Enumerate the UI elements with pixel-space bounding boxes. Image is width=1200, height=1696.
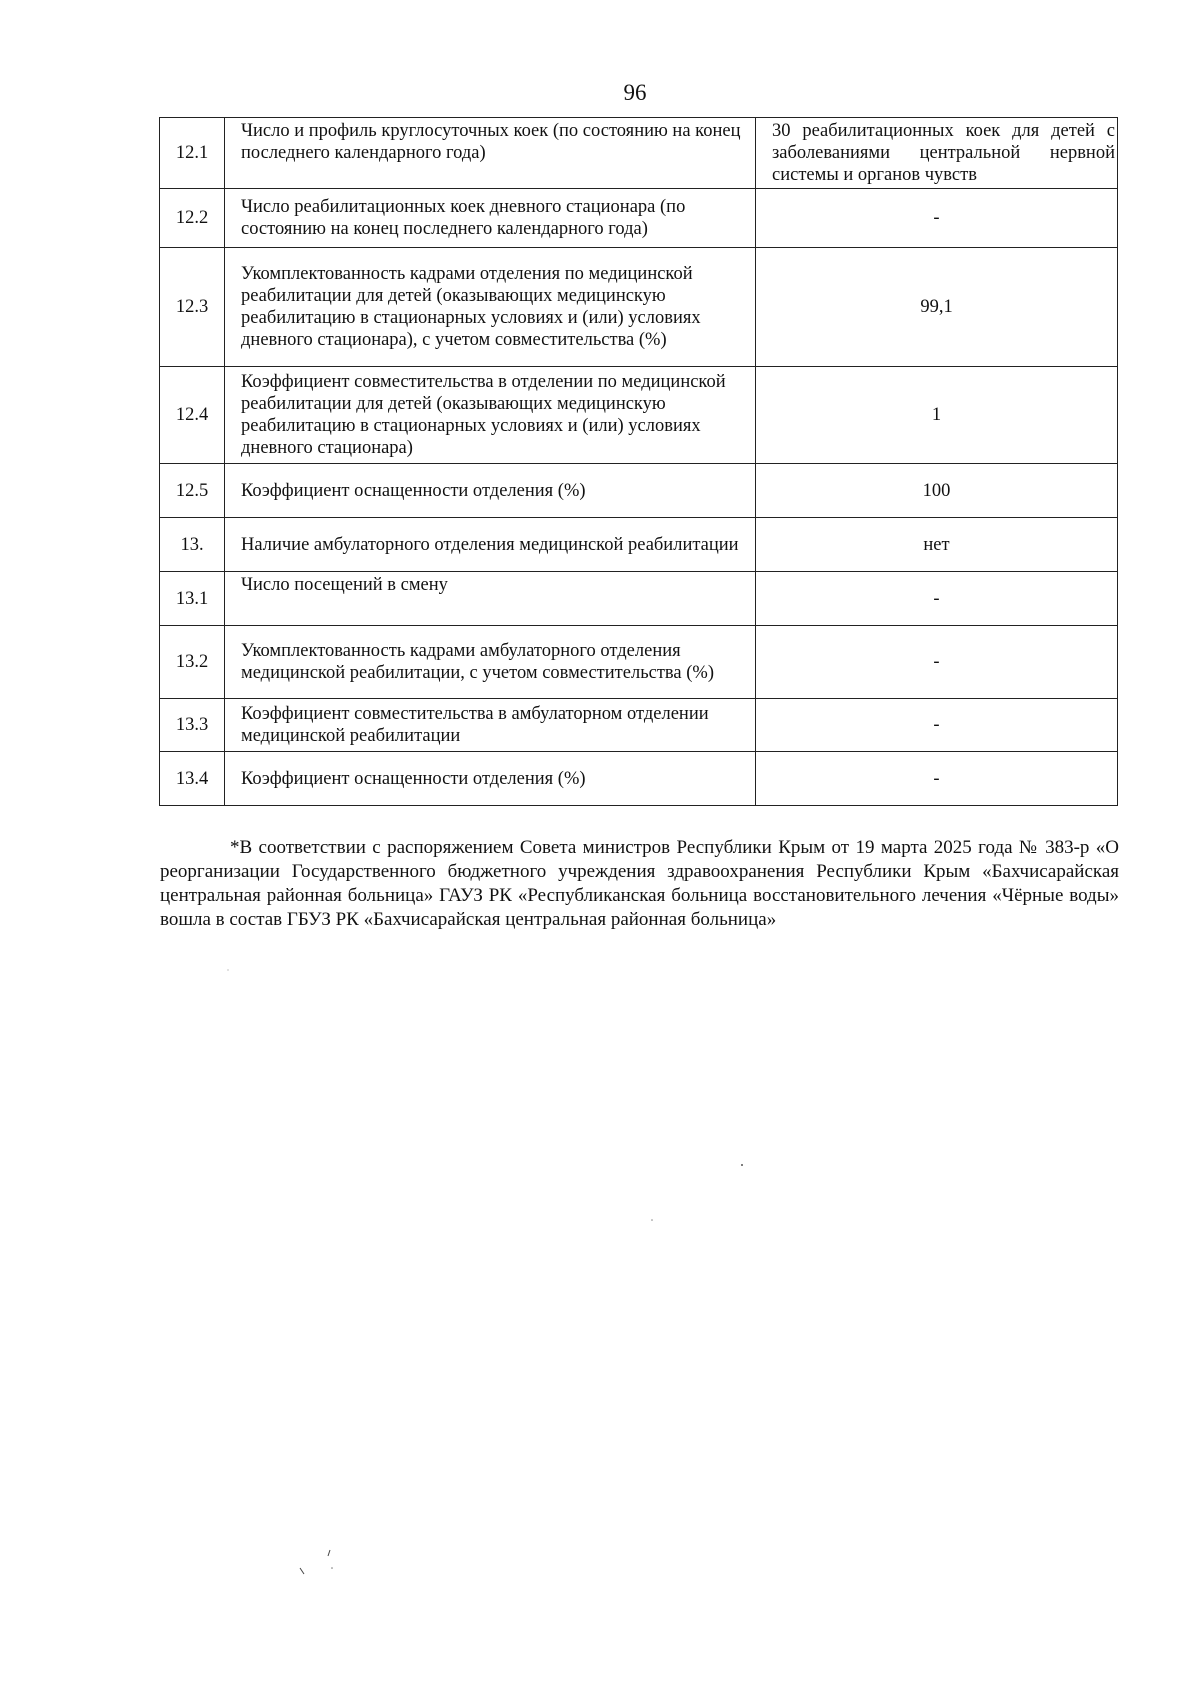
row-value: -: [756, 189, 1118, 248]
row-label: Число реабилитационных коек дневного стационара (по состоянию на конец последнего календарного года): [225, 189, 756, 248]
table-row: [160, 626, 1118, 699]
row-number: 13.4: [160, 752, 225, 806]
row-number: 12.5: [160, 464, 225, 518]
row-value: -: [756, 699, 1118, 752]
row-value: 1: [756, 367, 1118, 464]
row-value: 99,1: [756, 248, 1118, 367]
row-label: Коэффициент совместительства в отделении по медицинской реабилитации для детей (оказывающих медицинскую реабилитацию в стационарных условиях и (или) условиях дневного стационара): [225, 367, 756, 464]
row-number: 13.1: [160, 572, 225, 626]
table-row: [160, 248, 1118, 367]
row-label: Укомплектованность кадрами амбулаторного отделения медицинской реабилитации, с учетом совместительства (%): [225, 626, 756, 699]
row-number: 13.: [160, 518, 225, 572]
row-label: Число посещений в смену: [225, 572, 756, 626]
table-row: [160, 464, 1118, 518]
row-value: -: [756, 626, 1118, 699]
row-value: 30 реабилитационных коек для детей с заболеваниями центральной нервной системы и органов чувств: [756, 118, 1118, 189]
table-row: [160, 189, 1118, 248]
table-row: [160, 118, 1118, 189]
row-label: Коэффициент оснащенности отделения (%): [225, 464, 756, 518]
table-row: [160, 572, 1118, 626]
row-value: нет: [756, 518, 1118, 572]
row-number: 12.3: [160, 248, 225, 367]
page-number: 96: [623, 80, 647, 105]
footnote: *В соответствии с распоряжением Совета министров Республики Крым от 19 марта 2025 года № 383-р «О реорганизации Государственного бюджетного учреждения здравоохранения Республики Крым «Бахчисарайская центральная районная больница» ГАУЗ РК «Республиканская больница восстановительного лечения «Чёрные воды» вошла в состав ГБУЗ РК «Бахчисарайская центральная районная больница»: [160, 837, 1119, 930]
row-number: 12.1: [160, 118, 225, 189]
table-row: [160, 518, 1118, 572]
row-number: 13.3: [160, 699, 225, 752]
row-label: Наличие амбулаторного отделения медицинской реабилитации: [225, 518, 756, 572]
row-value: 100: [756, 464, 1118, 518]
table-row: [160, 699, 1118, 752]
row-label: Укомплектованность кадрами отделения по медицинской реабилитации для детей (оказывающих медицинскую реабилитацию в стационарных условиях и (или) условиях дневного стационара), с учетом совместительства (%): [225, 248, 756, 367]
row-label: Коэффициент оснащенности отделения (%): [225, 752, 756, 806]
row-label: Коэффициент совместительства в амбулаторном отделении медицинской реабилитации: [225, 699, 756, 752]
table-row: [160, 367, 1118, 464]
row-number: 12.2: [160, 189, 225, 248]
row-number: 12.4: [160, 367, 225, 464]
row-value: -: [756, 572, 1118, 626]
table-row: [160, 752, 1118, 806]
row-value: -: [756, 752, 1118, 806]
row-label: Число и профиль круглосуточных коек (по состоянию на конец последнего календарного года): [225, 118, 756, 189]
row-number: 13.2: [160, 626, 225, 699]
indicators-table: [159, 117, 1118, 806]
